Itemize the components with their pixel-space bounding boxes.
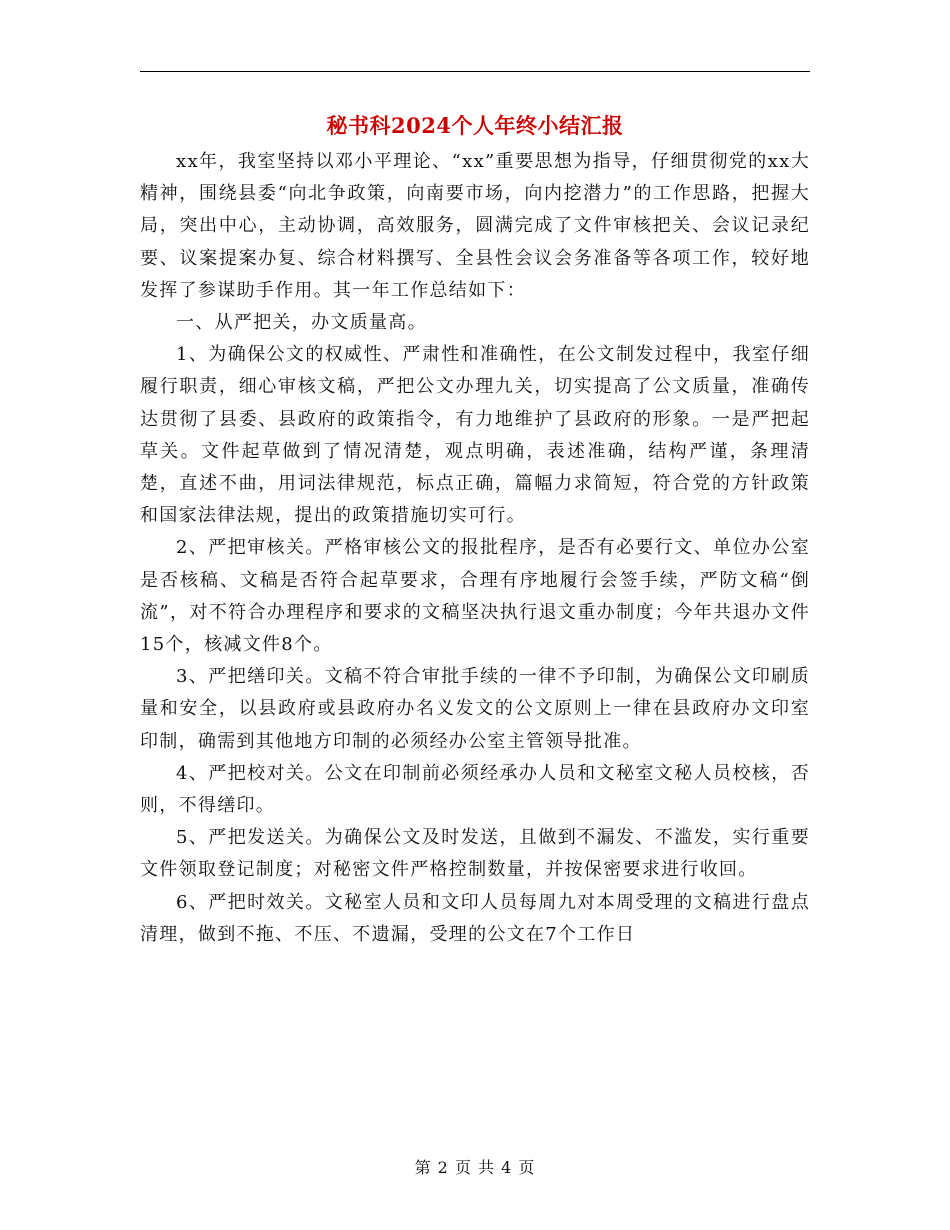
section-heading-1: 一、从严把关，办文质量高。: [176, 312, 427, 334]
document-body: [140, 146, 810, 951]
paragraph-item-2: 2、严把审核关。严格审核公文的报批程序，是否有必要行文、单位办公室是否核稿、文稿是否符合起草要求，合理有序地履行会签手续，严防文稿“倒流”，对不符合办理程序和要求的文稿坚决执行退文重办制度；今年共退办文件15个，核减文件8个。: [140, 537, 810, 656]
paragraph-item-5: 5、严把发送关。为确保公文及时发送，且做到不漏发、不滥发，实行重要文件领取登记制度；对秘密文件严格控制数量，并按保密要求进行收回。: [140, 827, 810, 881]
paragraph-item-4: 4、严把校对关。公文在印制前必须经承办人员和文秘室文秘人员校核，否则，不得缮印。: [140, 762, 810, 817]
paragraph-intro: xx年，我室坚持以邓小平理论、“xx”重要思想为指导，仔细贯彻党的xx大精神，围绕县委“向北争政策，向南要市场，向内挖潜力”的工作思路，把握大局，突出中心，主动协调，高效服务，圆满完成了文件审核把关、会议记录纪要、议案提案办复、综合材料撰写、全县性会议会务准备等各项工作，较好地发挥了参谋助手作用。其一年工作总结如下：: [140, 151, 810, 301]
page-number-label: 第 2 页 共 4 页: [414, 1158, 536, 1177]
paragraph-item-1: 1、为确保公文的权威性、严肃性和准确性，在公文制发过程中，我室仔细履行职责，细心审核文稿，严把公文办理九关，切实提高了公文质量，准确传达贯彻了县委、县政府的政策指令，有力地维护了县政府的形象。一是严把起草关。文件起草做到了情况清楚，观点明确，表述准确，结构严谨，条理清楚，直述不曲，用词法律规范，标点正确，篇幅力求简短，符合党的方针政策和国家法律法规，提出的政策措施切实可行。: [140, 344, 810, 527]
paragraph-item-6: 6、严把时效关。文秘室人员和文印人员每周九对本周受理的文稿进行盘点清理，做到不拖、不压、不遗漏，受理的公文在7个工作日: [140, 891, 810, 945]
paragraph-item-3: 3、严把缮印关。文稿不符合审批手续的一律不予印制，为确保公文印刷质量和安全，以县政府或县政府办名义发文的公文原则上一律在县政府办文印室印制，确需到其他地方印制的必须经办公室主管领导批准。: [140, 666, 810, 752]
document-title: 秘书科2024个人年终小结汇报: [326, 113, 624, 138]
header-rule: [140, 71, 810, 72]
page-footer: [0, 1155, 950, 1178]
